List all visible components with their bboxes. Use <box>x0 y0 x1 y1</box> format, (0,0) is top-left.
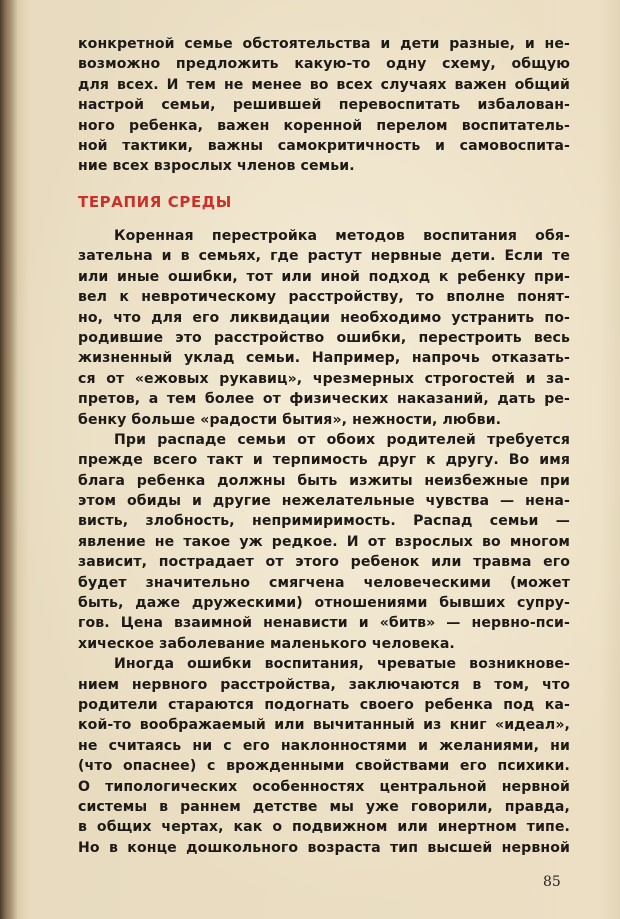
page-number: 85 <box>543 874 561 890</box>
text-line: явление не такое уж редкое. И от взрослых во многом <box>78 533 570 550</box>
text-line: не считаясь ни с его наклонностями и желаниями, ни <box>78 737 570 754</box>
text-line: родители стараются подогнать своего ребенка под ка- <box>78 696 570 713</box>
text-line: зательна и в семьях, где растут нервные дети. Если те <box>78 248 570 265</box>
text-line: (что опаснее) с врожденными свойствами его психики. <box>78 758 570 775</box>
text-line: При распаде семьи от обоих родителей требуется <box>114 431 570 448</box>
text-line: прежде всего такт и терпимость друг к другу. Во имя <box>78 452 570 469</box>
text-line: системы в раннем детстве мы уже говорили, правда, <box>78 798 570 815</box>
text-line: жизненный уклад семьи. Например, напрочь отказать- <box>78 350 570 367</box>
text-line: гов. Цена взаимной ненависти и «битв» — нервно-пси- <box>78 615 570 632</box>
section-heading: ТЕРАПИЯ СРЕДЫ <box>78 193 232 211</box>
text-line: зависит, пострадает от этого ребенок или травма его <box>78 554 570 571</box>
text-line: быть, даже дружескими) отношениями бывших супру- <box>78 595 570 612</box>
text-line: но, что для его ликвидации необходимо устранить по- <box>78 309 570 326</box>
intro-paragraph <box>78 34 570 177</box>
text-line: бенку больше «радости бытия», нежности, любви. <box>78 411 502 428</box>
text-line: блага ребенка должны быть изжиты неизбежные при <box>78 472 570 489</box>
text-line: висть, злобность, непримиримость. Распад семьи — <box>78 513 570 530</box>
text-line: ся от «ежовых рукавиц», чрезмерных строгостей и за- <box>78 370 570 387</box>
text-line: конкретной семье обстоятельства и дети разные, и не- <box>78 36 570 52</box>
text-line: Иногда ошибки воспитания, чреватые возникнове- <box>114 656 570 673</box>
text-line: Коренная перестройка методов воспитания обя- <box>114 228 570 244</box>
text-line: родившие это расстройство ошибки, перестроить весь <box>78 329 570 346</box>
text-line: будет значительно смягчена человеческими (может <box>78 574 570 591</box>
text-line: для всех. И тем не менее во всех случаях важен общий <box>78 76 570 93</box>
book-spine-shadow <box>0 0 18 919</box>
text-line: О типологических особенностях центральной нервной <box>78 778 570 795</box>
text-line: ние всех взрослых членов семьи. <box>78 158 355 175</box>
text-line: или иные ошибки, тот или иной подход к ребенку при- <box>78 268 570 285</box>
text-line: возможно предложить какую-то одну схему, общую <box>78 56 570 73</box>
text-line: этом обиды и другие нежелательные чувства — нена- <box>78 493 570 510</box>
text-line: Но в конце дошкольного возраста тип высшей нервной <box>78 839 570 856</box>
text-line: кой-то воображаемый или вычитанный из книг «идеал», <box>78 717 570 734</box>
text-line: нием нервного расстройства, заключаются в том, что <box>78 676 570 693</box>
text-line: претов, а тем более от физических наказаний, дать ре- <box>78 391 570 408</box>
text-line: ного ребенка, важен коренной перелом воспитатель- <box>78 117 570 134</box>
text-line: хическое заболевание маленького человека. <box>78 635 455 652</box>
text-line: в общих чертах, как о подвижном или инертном типе. <box>78 819 570 836</box>
text-line: настрой семьи, решившей перевоспитать избалован- <box>78 97 570 114</box>
text-line: вел к невротическому расстройству, то вполне понят- <box>78 289 570 306</box>
section-body <box>78 226 570 858</box>
text-line: ной тактики, важны самокритичность и самовоспита- <box>78 137 570 154</box>
